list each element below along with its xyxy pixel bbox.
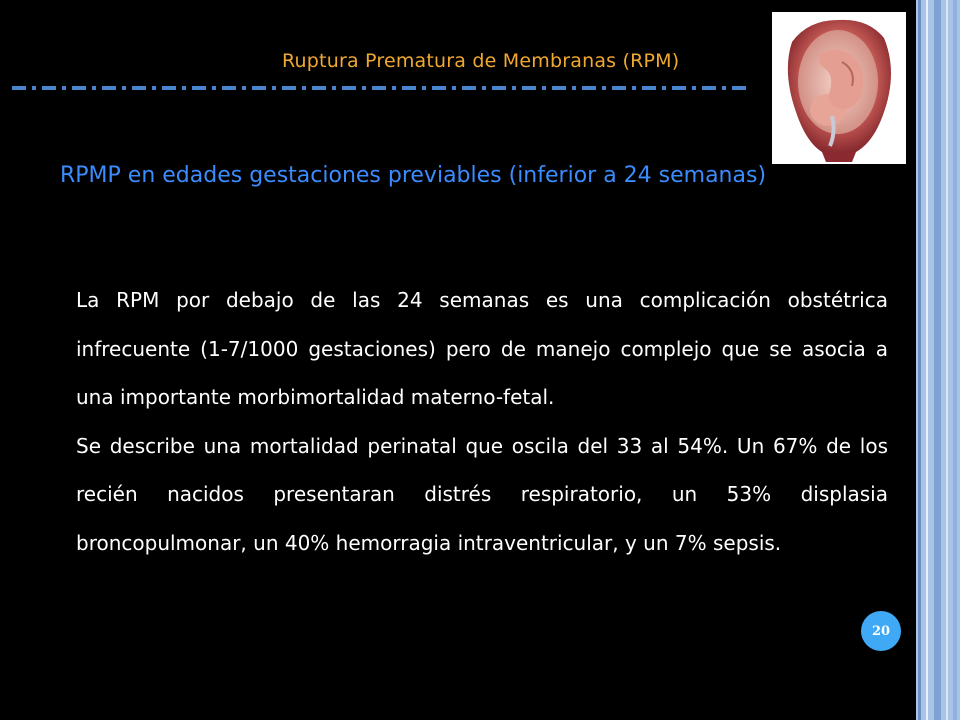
- section-heading: RPMP en edades gestaciones previables (inferior a 24 semanas): [60, 163, 767, 188]
- paragraph-incidence: La RPM por debajo de las 24 semanas es una complicación obstétrica infrecuente (1-7/1000 gestaciones) pero de manejo complejo que se asocia a una importante morbimortalidad materno-fetal.: [76, 288, 888, 409]
- paragraph-outcomes: Se describe una mortalidad perinatal que oscila del 33 al 54%. Un 67% de los recién nacidos presentaran distrés respiratorio, un 53% displasia broncopulmonar, un 40% hemorragia intraventricular, y un 7% sepsis.: [76, 433, 888, 555]
- decorative-side-band: [916, 0, 960, 720]
- fetus-in-uterus-image: [772, 12, 906, 164]
- slide-title: Ruptura Prematura de Membranas (RPM): [282, 50, 680, 72]
- title-divider: [12, 86, 748, 90]
- page-number-badge: 20: [861, 611, 901, 651]
- body-text: [76, 276, 888, 567]
